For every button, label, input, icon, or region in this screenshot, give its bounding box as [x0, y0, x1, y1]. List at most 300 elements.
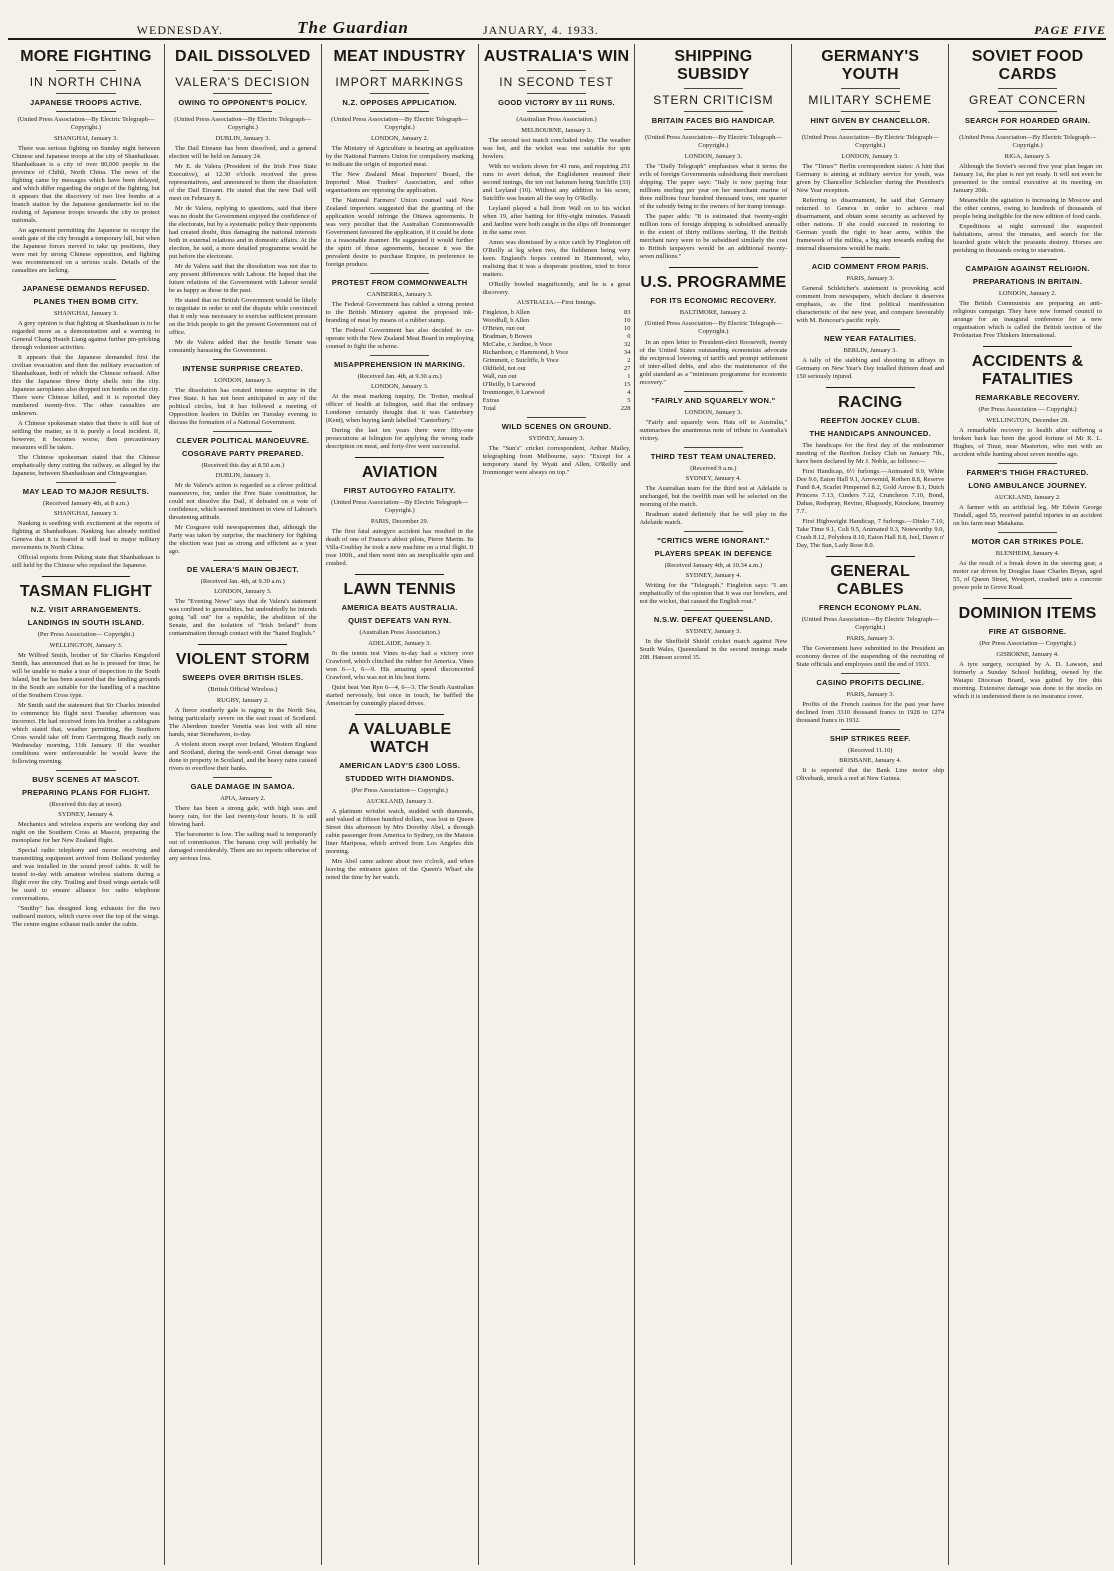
paragraph: The Australian team for the third test at Adelaide is unchanged, but the twelfth man will be selected on the morning of the match.	[639, 485, 788, 508]
paragraph: O'Reilly bowled magnificently, and he is a great discovery.	[482, 281, 631, 296]
divider	[998, 88, 1058, 89]
paragraph: Mr de Valera said that the dissolution was not due to any present differences with Labour. He hoped that the future relations of the Government with Labour would be as happy as those in the past.	[168, 263, 317, 294]
paragraph: First Highweight Handicap, 7 furlongs.—Dinko 7.10, Take Time 9.1, Coli 9.5, Animated 9.3, Noteworthy 9.0, Crash 8.12, Polydora 8.10, Eaton Hall 8.8, Jeel, Dawn o' Day, The Sun, Lady Rose 8.0.	[796, 518, 945, 549]
batsman: Fingleton, b Allen	[482, 309, 530, 316]
column-5	[635, 44, 792, 1565]
divider	[841, 88, 900, 89]
headline: SHIPPING SUBSIDY	[674, 48, 753, 83]
paragraph: A platinum wristlet watch, studded with diamonds, and valued at fifteen hundred dollars, was lost in Queen Street this afternoon by Mrs Dorothy Abel, a through cabin passenger from America to Sydney, on the Matson liner Mariposa, which arrived from Los Angeles this morning.	[325, 808, 474, 855]
paragraph: The paper adds: "It is estimated that twenty-eight million tons of foreign shipping is subsidised annually to the extent of thirty millions sterling. If the British merchant navy were to be subsidised similarly the cost to British taxpayers would be an additional twenty-seven millions."	[639, 213, 788, 260]
divider	[841, 257, 900, 258]
dateline: PARIS, January 3.	[846, 691, 895, 698]
paragraph: Mrs Abel came ashore about two o'clock, and when leaving the entrance gates of the Queen's Wharf she noted the time by her watch.	[325, 858, 474, 881]
divider	[213, 777, 272, 778]
scorecard-row	[483, 381, 631, 389]
scorecard-row	[483, 325, 631, 333]
paragraph: Mr de Valera, replying to questions, said that there was no doubt the Government enjoyed the confidence of the electorate, but by a systematic policy their opponents had created doubt, thus damaging the national interests both in external relations and in domestic affairs. At the election, he said, a more detailed programme would be put before the electorate.	[168, 205, 317, 260]
paragraph: The New Zealand Meat Importers' Board, the Imported Meat Traders' Association, and other organisations are opposing the application.	[325, 171, 474, 194]
deck: THE HANDICAPS ANNOUNCED.	[809, 429, 931, 438]
runs: 32	[623, 341, 631, 348]
dateline: WELLINGTON, January 3.	[49, 642, 123, 649]
headline: AVIATION	[361, 464, 438, 481]
headline: AUSTRALIA'S WIN	[483, 48, 630, 65]
dateline: PARIS, December 29.	[370, 518, 429, 525]
paragraph: Official reports from Peking state that Shanhaikuan is still held by the Chinese who repulsed the Japanese.	[12, 554, 160, 569]
paragraph: Profits of the French casinos for the past year have declined from 3310 thousand francs in 1928 to 1274 thousand francs in 1932.	[796, 701, 945, 724]
deck: "CRITICS WERE IGNORANT."	[657, 536, 770, 545]
divider	[527, 70, 586, 71]
credit-line: (Per Press Association — Copyright.)	[978, 406, 1077, 413]
deck: CASINO PROFITS DECLINE.	[816, 678, 925, 687]
divider	[355, 457, 444, 458]
deck: ACID COMMENT FROM PARIS.	[811, 262, 929, 271]
divider	[527, 93, 586, 94]
paragraph: Special radio telephony and morse receiving and transmitting equipment arrived from Holland yesterday and was installed in the sound proof cabin. It will be tested to-day with amateur wireless stations during a flight over the city. Trailing and fixed wings aerials will be used to ensure alliance for radio telephone conversations.	[12, 847, 160, 902]
divider	[56, 111, 115, 112]
paragraph: A tyre surgery, occupied by A. D. Lawson, and formerly a Sunday School building, owned by the Waiapu Diocesan Board, was gutted by fire this morning. Extensive damage was done to the stocks on which it is understood there is no insurance cover.	[953, 661, 1102, 700]
runs: 1	[627, 373, 631, 380]
paragraph: A grey opinion is that fighting at Shanhaikuan is to be regarded more as a demonstration and a warning to General Chang Hsueh Liang against further pin-pricking through volunteer activities.	[12, 320, 160, 351]
credit-line: (United Press Association—By Electric Telegraph—Copyright.)	[17, 116, 155, 131]
divider	[56, 770, 115, 771]
deck: HINT GIVEN BY CHANCELLOR.	[810, 116, 930, 125]
headline: A VALUABLE WATCH	[347, 721, 452, 756]
deck: "FAIRLY AND SQUARELY WON."	[651, 396, 776, 405]
dateline: ADELAIDE, January 3.	[368, 640, 432, 647]
paragraph: The Government have submitted to the President an economy decree of the suspending of the recruiting of State officials and employees until the end of 1933.	[796, 645, 945, 668]
deck: N.Z. VISIT ARRANGEMENTS.	[30, 605, 142, 614]
deck: AMERICA BEATS AUSTRALIA.	[341, 603, 458, 612]
paragraph: Mechanics and wireless experts are working day and night on the Southern Cross at Mascot, preparing the monoplane for her New Zealand flight.	[12, 821, 160, 844]
headline: LAWN TENNIS	[343, 581, 456, 598]
divider	[684, 129, 743, 130]
dateline: LONDON, January 3.	[370, 383, 429, 390]
headline: ACCIDENTS & FATALITIES	[971, 353, 1084, 388]
divider	[841, 729, 900, 730]
dateline: DUBLIN, January 3.	[215, 472, 271, 479]
paragraph: The Ministry of Agriculture is hearing an application by the National Farmers Union for compulsory marking to indicate the origin of imported meat.	[325, 145, 474, 168]
deck: N.Z. OPPOSES APPLICATION.	[342, 98, 457, 107]
dateline: SYDNEY, January 3.	[528, 435, 585, 442]
paragraph: A farmer with an artificial leg, Mr Edwin George Tindall, aged 55, received painful injuries in an accident on his farm near Matakana.	[953, 504, 1102, 527]
deck: REEFTON JOCKEY CLUB.	[820, 416, 920, 425]
deck: REMARKABLE RECOVERY.	[975, 393, 1080, 402]
dateline: BALTIMORE, January 2.	[679, 309, 748, 316]
dateline: RUGBY, January 2.	[216, 697, 269, 704]
paragraph: A Chinese spokesman states that there is still fear of settling the matter, as it is purely a local incident. If, however, it becomes worse, then precautionary measures will be taken.	[12, 420, 160, 451]
paragraph: Nanking is seething with excitement at the reports of fighting at Shanhaikuan. Nanking has already notified Geneva that it is feared it will lead to major military movements in North China.	[12, 520, 160, 551]
received-line: (Received January 4th, at 10.34 a.m.)	[664, 562, 763, 569]
paragraph: With no wickets down for 43 runs, and requiring 251 runs to avert defeat, the Englishmen resumed their second innings, the ten out batsmen being Sutcliffe (33) and Leyland (10). Without any addition to his score, Sutcliffe was beaten all the way by O'Reilly.	[482, 163, 631, 202]
deck: OWING TO OPPONENT'S POLICY.	[178, 98, 308, 107]
masthead-date: JANUARY, 4. 1933.	[483, 23, 599, 37]
deck: PLAYERS SPEAK IN DEFENCE	[654, 549, 773, 558]
dateline: PARIS, January 3.	[846, 275, 895, 282]
paragraph: An agreement permitting the Japanese to occupy the south gate of the city brought a temporary lull, but when the Japanese forces moved to take up positions, they were met by strong Chinese opposition, and fighting was recommenced on a serious scale. Details of the casualties are lacking.	[12, 227, 160, 274]
masthead-paper-title: The Guardian	[297, 18, 409, 37]
divider	[684, 610, 743, 611]
paragraph: Bradman stated definitely that he will play in the Adelaide match.	[639, 511, 788, 526]
headline: SOVIET FOOD CARDS	[971, 48, 1084, 83]
divider	[684, 391, 743, 392]
divider	[198, 644, 287, 645]
deck: AMERICAN LADY'S £300 LOSS.	[339, 761, 461, 770]
batsman: McCabe, c Jardine, b Voce	[482, 341, 553, 348]
received-line: (Received January 4th, at 8 a.m.)	[42, 500, 129, 507]
deck: SWEEPS OVER BRITISH ISLES.	[182, 673, 304, 682]
headline: MEAT INDUSTRY	[333, 48, 466, 65]
deck: DE VALERA'S MAIN OBJECT.	[186, 565, 299, 574]
paragraph: The "Daily Telegraph" emphasises what it terms the evils of foreign Governments subsidising their merchant shipping. The paper says: "Italy is now paying four millions sterling per year on her merchant marine of three millions four hundred thousand tons, one quarter of the subsidy being to the owners of her tramp tonnage.	[639, 163, 788, 210]
subhead: IN SECOND TEST	[499, 75, 614, 89]
deck: FOR ITS ECONOMIC RECOVERY.	[650, 296, 777, 305]
credit-line: (United Press Association—By Electric Telegraph—Copyright.)	[174, 116, 312, 131]
divider	[213, 70, 272, 71]
dateline: LONDON, January 3.	[214, 588, 272, 595]
paragraph: It is reported that the Bank Line motor ship Olivebank, struck a reef at New Guinea.	[796, 767, 945, 782]
batsman: Woodfull, b Allen	[482, 317, 530, 324]
headline: RACING	[838, 394, 903, 411]
column-6	[792, 44, 949, 1565]
divider	[684, 111, 743, 112]
paragraph: Expeditions at night surround the suspected habitations, arrest the inmates, and search for the hoarded grain which the peasants destroy. Horses are perishing in thousands owing to starvation.	[953, 223, 1102, 254]
paragraph: Referring to disarmament, he said that Germany returned to Geneva in order to achieve real disarmament, and obtain some security as achieved by other nations. If she could succeed in restoring to German youth the right to bear arms, within the framework of the militia, a big step towards ending the internal dissensions would be made.	[796, 197, 945, 252]
dateline: BLENHEIM, January 4.	[995, 550, 1060, 557]
batsman: Richardson, c Hammond, b Voce	[482, 349, 569, 356]
deck: NEW YEAR FATALITIES.	[824, 334, 917, 343]
paragraph: "Smithy" has designed long exhausts for the two outboard motors, which curve over the top of the wings. The centre engine exhaust trails under the cabin.	[12, 905, 160, 928]
paragraph: The Chinese spokesman stated that the Chinese emphatically deny cutting the railway, as alleged by the Japanese, between Shanhaikuan and Chingwangtao.	[12, 454, 160, 477]
dateline: LONDON, January 3.	[684, 409, 743, 416]
scorecard-row	[483, 397, 631, 405]
divider	[370, 355, 429, 356]
deck: JAPANESE DEMANDS REFUSED.	[22, 284, 150, 293]
dateline: SYDNEY, January 4.	[685, 572, 742, 579]
column-3	[322, 44, 479, 1565]
credit-line: (United Press Association—By Electric Telegraph—Copyright.)	[644, 320, 782, 335]
received-line: (Received 9 a.m.)	[690, 465, 737, 472]
paragraph: The National Farmers' Union counsel said New Zealand importers suggested that the granting of the application would infringe the Ottawa agreements. It was very peculiar that the Australian Commonwealth Government favoured the application, if it could be done in a reasonable manner. He suggested it would further the spirit of these agreements, because it was the prevalent desire to purchase Empire, in preference to foreign produce.	[325, 197, 474, 268]
credit-line: (British Official Wireless.)	[208, 686, 278, 693]
paragraph: Quist beat Van Ryn 6—4, 6—3. The South Australian started nervously, but once in touch, he baffled the American by cunningly placed drives.	[325, 684, 474, 707]
masthead-page-number: PAGE FIVE	[1034, 23, 1106, 37]
dateline: MELBOURNE, January 3.	[521, 127, 592, 134]
headline: MORE FIGHTING	[20, 48, 152, 65]
dateline: LONDON, January 3.	[684, 153, 743, 160]
paragraph: The handicaps for the first day of the midsummer meeting of the Reefton Jockey Club on January 7th., have been declared by Mr J. Noble, as follows:—	[796, 442, 945, 465]
divider	[213, 359, 272, 360]
deck: PROTEST FROM COMMONWEALTH	[331, 278, 468, 287]
deck: N.S.W. DEFEAT QUEENSLAND.	[653, 615, 773, 624]
divider	[370, 93, 429, 94]
scorecard-row	[483, 365, 631, 373]
deck: BRITAIN FACES BIG HANDICAP.	[651, 116, 775, 125]
runs: 0	[627, 333, 631, 340]
deck: FIRST AUTOGYRO FATALITY.	[343, 486, 456, 495]
received-line: (Received 11.10)	[847, 747, 893, 754]
paragraph: The barometer is low. The sailing mail is temporarily out of commission. The banana crop will probably be damaged considerably. There are no reports otherwise of any serious loss.	[168, 831, 317, 862]
batsman: Wall, run out	[482, 373, 517, 380]
divider	[370, 70, 429, 71]
scorecard-row	[483, 405, 631, 413]
batsman: Total	[482, 405, 496, 412]
dateline: SYDNEY, January 4.	[58, 811, 114, 818]
column-4	[479, 44, 636, 1565]
paragraph: Mr Wilfred Smith, brother of Sir Charles Kingsford Smith, has announced that as he is pressed for time, he will be unable to make a tour of inspection in the South Island, but he has been assured that the landing grounds in the South are suitable for the handling of a machine of the Southern Cross type.	[12, 652, 160, 699]
divider	[826, 556, 915, 557]
divider	[370, 273, 429, 274]
batsman: Ironmonger, b Larwood	[482, 389, 545, 396]
paragraph: He stated that no British Government would be likely to negotiate in order to end the dispute while convinced that it only was necessary to exercise sufficient pressure on the Irish people to get the present Government out of office.	[168, 297, 317, 336]
divider	[370, 111, 429, 112]
paragraph: It appears that the Japanese demanded first the civilian evacuation and then the military evacuation of Shanhaikuan, both of which the Chinese refused. After this the Japanese threw thirty shells into the city. Japanese aeroplanes also dropped ten bombs on the city. There were Chinese killed, and it is reported they numbered twenty-five. The other casualties are unknown.	[12, 354, 160, 417]
credit-line: (Australian Press Association.)	[359, 629, 440, 636]
divider	[841, 111, 900, 112]
masthead	[8, 10, 1106, 40]
paragraph: A tally of the stabbing and shooting in affrays in Germany on New Year's Day totalled thirteen dead and 150 seriously injured.	[796, 357, 945, 380]
divider	[841, 329, 900, 330]
paragraph: The first fatal autogyro accident has resulted in the death of one of France's ablest pilots, Pierre Martin. Its Villa-Coublay he took a new machine on a trial flight. It rose 100ft., and then went into an inexplicable spin and crashed.	[325, 528, 474, 567]
paragraph: The dissolution has created intense surprise in the Free State. It has not been anticipated in any of the political circles, but it has followed a meeting of Opposition leaders in Dublin on Tuesday evening to discuss the formation of a National Government.	[168, 387, 317, 426]
credit-line: (Per Press Association— Copyright.)	[351, 787, 448, 794]
credit-line: (Australian Press Association.)	[516, 116, 597, 123]
paragraph: There was serious fighting on Sunday night between Chinese and Japanese troops at the city of Shanhaikuan. Shanhaikuan is a city of over 80,000 people in the province of Chihli, North China. The news of the fighting came by messages which have been delayed, and which differ regarding the origin of the fighting, but it appears that the discovery of two live bombs at a branch station by the Japanese gendarmerie led to the rushing of Japanese troops towards the city to protect nationals.	[12, 145, 160, 224]
subhead: IMPORT MARKINGS	[335, 75, 464, 89]
dateline: LONDON, January 2.	[998, 290, 1057, 297]
divider	[684, 531, 743, 532]
deck: THIRD TEST TEAM UNALTERED.	[650, 452, 776, 461]
dateline: RIGA, January 3.	[1004, 153, 1051, 160]
dateline: GISBORNE, January 4.	[996, 651, 1059, 658]
paragraph: Although the Soviet's second five year plan began on January 1st, the plan is not yet ready. It will not even be presented to the central executive at its meeting on January 20th.	[953, 163, 1102, 194]
paragraph: Ames was dismissed by a nice catch by Fingleton off O'Reilly at leg when two, the fieldsmen being very keen. England's hopes centred in Hammond, who, realising that it was a desperate position, tried to force matters.	[482, 239, 631, 278]
deck: CAMPAIGN AGAINST RELIGION.	[965, 264, 1090, 273]
paragraph: In the Sheffield Shield cricket match against New South Wales, Queensland in the second innings made 208. Hanson scored 35.	[639, 638, 788, 661]
batsman: O'Brien, run out	[482, 325, 525, 332]
divider	[527, 417, 586, 418]
deck: COSGRAVE PARTY PREPARED.	[181, 449, 304, 458]
paragraph: In an open letter to President-elect Roosevelt, twenty of the United States outstanding economists advocate the reciprocal lowering of tariffs and prompt settlement of inter-allied debts, and also the maintenance of the gold standard as a "minimum programme for economic recovery."	[639, 339, 788, 386]
dateline: SHANGHAI, January 3.	[53, 510, 118, 517]
column-7	[949, 44, 1106, 1565]
paragraph: A violent storm swept over Ireland, Western England and Scotland, during the week-end. Great damage was done to property in Scotland, and the heavy rains caused rivers to overflow their banks.	[168, 741, 317, 772]
dateline: CANBERRA, January 3.	[366, 291, 433, 298]
paragraph: There has been a strong gale, with high seas and heavy rain, for the last twenty-four hours. It is still blowing hard.	[168, 805, 317, 828]
divider	[998, 463, 1058, 464]
runs: 2	[627, 357, 631, 364]
credit-line: (Per Press Association— Copyright.)	[979, 640, 1076, 647]
paragraph: A fierce southerly gale is raging in the North Sea, being particularly severe on the east coast of Scotland. The Aberdeen trawler Venetia was lost with all nine hands, near Stonehaven, to-day.	[168, 707, 317, 738]
divider	[56, 279, 115, 280]
deck: FIRE AT GISBORNE.	[988, 627, 1067, 636]
headline: TASMAN FLIGHT	[19, 583, 152, 600]
paragraph: "Fairly and squarely won. Hats off to Australia," summarises the unanimous note of tribute to Australia's victory.	[639, 419, 788, 442]
runs: 4	[627, 389, 631, 396]
column-1	[8, 44, 165, 1565]
deck: CLEVER POLITICAL MANOEUVRE.	[176, 436, 310, 445]
scorecard-row	[483, 373, 631, 381]
paragraph: The second test match concluded today. The weather was hot, and the wicket was one suitable for spin bowlers.	[482, 137, 631, 160]
headline: GERMANY'S YOUTH	[821, 48, 920, 83]
paragraph: Mr Cosgrave told newspapermen that, although the Party was taken by surprise, the machinery for fighting the election was just as strong and efficient as a year ago.	[168, 524, 317, 555]
dateline: BERLIN, January 3.	[843, 347, 897, 354]
paragraph: Leyland played a ball from Wall on to his wicket when 19, after batting for fifty-eight minutes. Pataudi and Jardine were both caught in the slips off Ironmonger in the same over.	[482, 205, 631, 236]
headline: U.S. PROGRAMME	[640, 274, 787, 291]
deck: FRENCH ECONOMY PLAN.	[818, 603, 922, 612]
paragraph: At the meat marking inquiry, Dr. Trotter, medical officer of health at Islington, said that the ordinary Londoner certainly thought that it was Canterbury (Kent), when buying lamb labelled "Canterbury."	[325, 393, 474, 424]
paragraph: General Schleicher's statement is provoking acid comment from newspapers, which declare it deserves emphasis, as the first political manifestation characteristic of the new year, and compare favourably with M. Boncour's pacific reply.	[796, 285, 945, 324]
subhead: IN NORTH CHINA	[29, 75, 143, 89]
divider	[213, 93, 272, 94]
column-2	[165, 44, 322, 1565]
batsman: Oldfield, not out	[482, 365, 526, 372]
paragraph: Meanwhile the agitation is increasing in Moscow and the other centres, owing to hundreds of thousands of people being ineligible for the new edition of food cards.	[953, 197, 1102, 220]
deck: PREPARATIONS IN BRITAIN.	[972, 277, 1083, 286]
paragraph: Mr de Valera's action is regarded as a clever political manoeuvre, for, under the Free State constitution, he could not dissolve the Dail, if defeated on a vote of confidence, which seemed imminent in view of Labour's threatening attitude.	[168, 482, 317, 521]
subhead: VALERA'S DECISION	[175, 75, 311, 89]
scorecard	[483, 309, 631, 413]
divider	[213, 431, 272, 432]
deck: SEARCH FOR HOARDED GRAIN.	[964, 116, 1091, 125]
divider	[998, 129, 1058, 130]
dateline: PARIS, January 3.	[846, 635, 895, 642]
paragraph: First Handicap, 6½ furlongs.—Animated 9.9, White Dee 9.6, Eaton Hall 9.1, Arrowmid, Rothen 8.8, Reserve Fund 8.4, Scarlet Pimpernel 8.2, Gold Arrow 8.1, Dutch Princess 7.13, Cinders 7.12, Cruncheon 7.10, Bond, Dahas, Redspray, Revino, Rhapsody, Knockaw, Insurrey 7.7.	[796, 468, 945, 515]
paragraph: The British Communists are preparing an anti-religious campaign. They have now formed council to arrange for an inaugural conference for a new organisation which is called the British section of the Proletarian Free Thinkers International.	[953, 300, 1102, 339]
paragraph: Writing for the "Telegraph," Fingleton says: "I am emphatically of the opinion that it was our bowlers, and not the wicket, that caused the English rout."	[639, 582, 788, 605]
divider	[998, 259, 1058, 260]
dateline: LONDON, January 2.	[370, 135, 429, 142]
deck: GOOD VICTORY BY 111 RUNS.	[498, 98, 615, 107]
deck: MAY LEAD TO MAJOR RESULTS.	[22, 487, 150, 496]
deck: PLANES THEN BOMB CITY.	[33, 297, 139, 306]
divider	[684, 447, 743, 448]
runs: 10	[623, 317, 631, 324]
dateline: BRISBANE, January 4.	[839, 757, 902, 764]
paragraph: During the last ten years there were fifty-one prosecutions at Islington for applying the wrong trade description on meat, and forty-five were successful.	[325, 427, 474, 450]
divider	[56, 482, 115, 483]
deck: QUIST DEFEATS VAN RYN.	[348, 616, 452, 625]
dateline: APIA, January 2.	[220, 795, 266, 802]
deck: STUDDED WITH DIAMONDS.	[345, 774, 455, 783]
divider	[213, 560, 272, 561]
runs: 83	[623, 309, 631, 316]
divider	[841, 673, 900, 674]
scorecard-row	[483, 349, 631, 357]
divider	[56, 93, 115, 94]
headline: DAIL DISSOLVED	[175, 48, 311, 65]
dateline: AUCKLAND, January 2.	[994, 494, 1061, 501]
paragraph: The Dail Eireann has been dissolved, and a general election will be held on January 24.	[168, 145, 317, 160]
received-line: (Received this day at 8.50 a.m.)	[201, 462, 285, 469]
batsman: Grimmett, c Sutcliffe, b Voce	[482, 357, 559, 364]
runs: 5	[627, 397, 631, 404]
dateline: AUCKLAND, January 3.	[366, 798, 433, 805]
deck: LANDINGS IN SOUTH ISLAND.	[27, 618, 145, 627]
deck: MOTOR CAR STRIKES POLE.	[971, 537, 1084, 546]
received-line: (Received Jan. 4th, at 9.30 a.m.)	[200, 578, 285, 585]
divider	[826, 387, 915, 388]
dateline: LONDON, January 3.	[841, 153, 899, 160]
paragraph: Mr de Valera added that the hostile Senate was constantly harassing the Government.	[168, 339, 317, 354]
runs: 15	[623, 381, 631, 388]
credit-line: (Per Press Association— Copyright.)	[37, 631, 135, 638]
paragraph: A remarkable recovery to health after suffering a broken back has been the good fortune of Mr R. L. Hughes, of Tinui, near Masterton, who met with an accident while hunting about seven months ago.	[953, 427, 1102, 458]
deck: SHIP STRIKES REEF.	[829, 734, 911, 743]
scorecard-row	[483, 317, 631, 325]
received-line: (Received this day at noon).	[49, 801, 123, 808]
deck: BUSY SCENES AT MASCOT.	[32, 775, 140, 784]
deck: INTENSE SURPRISE CREATED.	[182, 364, 303, 373]
batsman: Extras	[482, 397, 500, 404]
scorecard-row	[483, 333, 631, 341]
divider	[669, 267, 758, 268]
runs: 27	[623, 365, 631, 372]
paragraph: The Federal Government has also decided to co-operate with the New Zealand Meat Board in employing counsel to fight the scheme.	[325, 327, 474, 350]
runs: 34	[623, 349, 631, 356]
columns	[8, 44, 1106, 1565]
credit-line: (United Press Association—By Electric Telegraph—Copyright.)	[331, 116, 469, 131]
dateline: SHANGHAI, January 3.	[53, 135, 118, 142]
deck: FARMER'S THIGH FRACTURED.	[966, 468, 1089, 477]
masthead-day: WEDNESDAY.	[136, 23, 223, 37]
divider	[527, 111, 586, 112]
dateline: SHANGHAI, January 3.	[53, 310, 118, 317]
received-line: (Received Jan. 4th, at 9.30 a.m.)	[357, 373, 442, 380]
subhead: MILITARY SCHEME	[808, 93, 933, 107]
subhead: STERN CRITICISM	[653, 93, 774, 107]
paragraph: The Federal Government has cabled a strong protest to the British Ministry against the proposed ink-branding of meat by means of a rubber stamp.	[325, 301, 474, 324]
paragraph: In the tennis test Vines to-day had a victory over Crawford, which clinched the rubber for America. Vines won 6—1, 6—9. His amazing speed disconcerted Crawford, who was not in his best form.	[325, 650, 474, 681]
credit-line: (United Press Association—By Electric Telegraph—Copyright.)	[331, 499, 469, 514]
scorecard-row	[483, 389, 631, 397]
credit-line: (United Press Association—By Electric Telegraph—Copyright.)	[801, 616, 939, 631]
scorecard-row	[483, 309, 631, 317]
scorecard-row	[483, 357, 631, 365]
credit-line: (United Press Association—By Electric Telegraph—Copyright.)	[959, 134, 1097, 149]
divider	[355, 574, 444, 575]
deck: JAPANESE TROOPS ACTIVE.	[29, 98, 142, 107]
dateline: SYDNEY, January 4.	[685, 475, 742, 482]
paragraph: Mr E. de Valera (President of the Irish Free State Executive), at 12.30 o'clock received the press representatives, and announced to them the dissolution of the Dail Eireann. He stated that the new Dail will meet on February 8.	[168, 163, 317, 202]
batsman: O'Reilly, b Larwood	[482, 381, 536, 388]
paragraph: The "Times'" Berlin correspondent states: A hint that Germany is aiming at military service for youth, was given by Chancellor Schleicher during the President's New Year reception.	[796, 163, 945, 194]
divider	[56, 70, 115, 71]
paragraph: Mr Smith said the statement that Sir Charles intended to commence his flight next Tuesday afternoon was incorrect. He had received from his brother a cablegram which stated that, weather permitting, the Southern Cross would take off from Gerringong Beach early on Wednesday morning, 11th January. If the weather conditions were unfavourable he would leave the following morning.	[12, 702, 160, 765]
headline: GENERAL CABLES	[830, 563, 911, 598]
credit-line: (United Press Association—By Electric Telegraph—Copyright.)	[644, 134, 782, 149]
divider	[355, 714, 444, 715]
runs: 228	[620, 405, 631, 412]
deck: MISAPPREHENSION IN MARKING.	[334, 360, 466, 369]
divider	[998, 111, 1058, 112]
dateline: WELLINGTON, December 28.	[986, 417, 1069, 424]
deck: WILD SCENES ON GROUND.	[501, 422, 612, 431]
credit-line: (United Press Association—By Electric Telegraph—Copyright.)	[801, 134, 939, 149]
paragraph: The "Evening News" says that de Valera's statement was confined to generalities, but undoubtedly he intends going "all out" for a republic, the abolition of the Senate, and the isolation of "Irish Ireland" from contamination through contact with the "hated English."	[168, 598, 317, 637]
batsman: Bradman, b Bowes	[482, 333, 533, 340]
deck: GALE DAMAGE IN SAMOA.	[190, 782, 295, 791]
scorecard-title: AUSTRALIA.—First Innings.	[516, 299, 597, 306]
paragraph: As the result of a break down in the steering gear, a motor car driven by Douglas Isaac Charles Bryan, aged 55, of Queen Street, Westport, crashed into a concrete power pole in Grove Road.	[953, 560, 1102, 591]
divider	[213, 111, 272, 112]
subhead: GREAT CONCERN	[968, 93, 1087, 107]
deck: LONG AMBULANCE JOURNEY.	[968, 481, 1087, 490]
paragraph: The "Sun's" cricket correspondent, Arthur Mailey, telegraphing from Melbourne, says: "Except for a temporary stand by Wyatt and Allen, O'Reilly and Ironmonger were always on top."	[482, 445, 631, 476]
scorecard-row	[483, 341, 631, 349]
divider	[998, 532, 1058, 533]
dateline: DUBLIN, January 3.	[215, 135, 271, 142]
divider	[841, 129, 900, 130]
